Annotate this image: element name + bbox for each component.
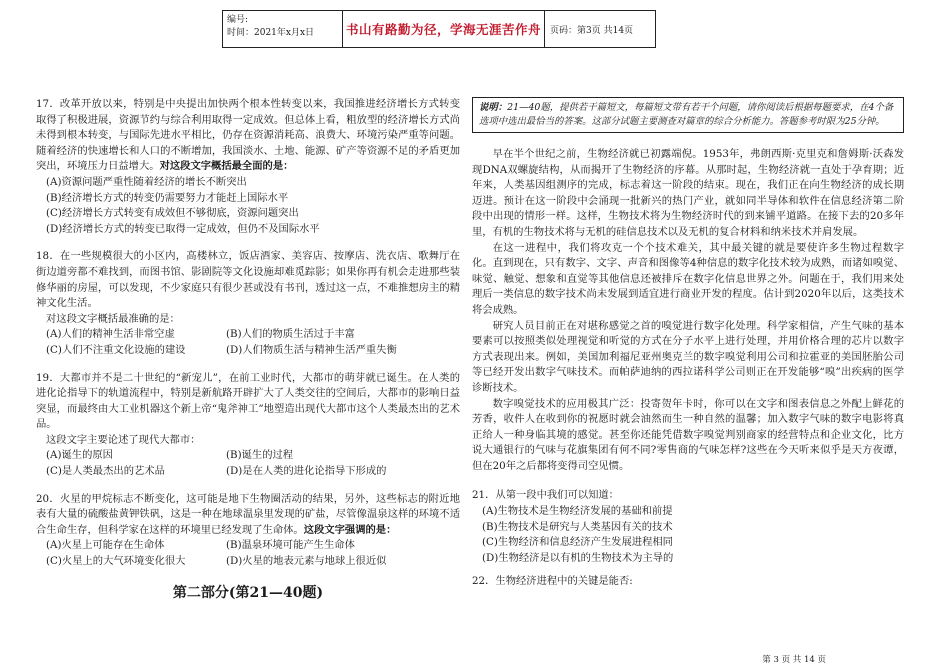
q18-option-d: (D)人们物质生活与精神生活严重失衡 [226, 343, 397, 356]
q17-option-a: (A)资源问题严重性随着经济的增长不断突出 [46, 175, 247, 188]
q19-prompt: 这段文字主要论述了现代大都市： [46, 433, 201, 446]
header-meta [223, 11, 343, 47]
page-header [222, 10, 656, 48]
q17-option-d: (D)经济增长方式的转变已取得一定成效，但仍不及国际水平 [46, 222, 320, 235]
q19-option-a: (A)诞生的原因 [46, 449, 113, 462]
q21-option-b: (B)生物技术是研究与人类基因有关的技术 [482, 520, 673, 533]
left-column [36, 97, 460, 601]
q19-options-row1 [36, 448, 460, 464]
q18-prompt: 对这段文字概括最准确的是： [46, 312, 180, 325]
q18-option-c: (C)人们不注重文化设施的建设 [46, 343, 186, 356]
header-time-label: 时间：2021年x月x日 [227, 28, 315, 38]
q20-option-b: (B)温泉环境可能产生生命体 [226, 539, 355, 552]
right-column [472, 97, 904, 590]
header-motto: 书山有路勤为径，学海无涯苦作舟 [343, 11, 545, 47]
q17-stem [36, 97, 460, 175]
page-footer: 第 3 页 共 14 页 [762, 655, 826, 665]
q19-option-c: (C)是人类最杰出的艺术品 [46, 465, 165, 478]
passage-paragraph-4: 数字嗅觉技术的应用极其广泛：投寄贺年卡时，你可以在文字和图表信息之外配上鲜花的芳香，收件人在收到你的祝愿时就会油然而生一种自然的温馨；加入数字气味的数字电影将真正给人一种身临其境的感觉。甚至你还能凭借数字嗅觉判别商家的经营特点和企业文化，比方说大通银行的气味与花旗集团有何不同?零售商的气味怎样?这些在今天听来似乎是天方夜谭，但在20年之后都将变得司空见惯。 [472, 397, 904, 472]
instructions-text: 21—40题，提供若干篇短文，每篇短文带有若干个问题，请你阅读后根据每题要求，在4个备选项中选出最恰当的答案。这部分试题主要测查对篇章的综合分析能力。答题参考时限为25分钟。 [479, 102, 894, 127]
q21-text: 21．从第一段中我们可以知道： [472, 489, 619, 502]
q17-prompt: 对这段文字概括最全面的是： [159, 160, 294, 173]
q21-option-c: (C)生物经济和信息经济产生发展进程相同 [482, 536, 673, 549]
q20-options-row1 [36, 538, 460, 554]
q18-option-b: (B)人们的物质生活过于丰富 [226, 328, 355, 341]
passage-paragraph-3: 研究人员目前正在对堪称感觉之首的嗅觉进行数字化处理。科学家相信，产生气味的基本要素可以按照类似处理视觉和听觉的方式在分子水平上进行处理，并用价格合理的芯片以数字方式表现出来。例如，美国加利福尼亚州奥克兰的数字嗅觉利用公司和拉霍亚的美国胚胎公司等已经开发出数字气味技术。而帕萨迪纳的西拉诺科学公司则正在开发能够“嗅”出疾病的医学诊断技术。 [472, 319, 904, 394]
q22-text: 22．生物经济进程中的关键是能否: [472, 575, 633, 588]
q17-text: 17．改革开放以来，特别是中央提出加快两个根本性转变以来，我国推进经济增长方式转变取得了积极进展，资源节约与综合利用取得一定成效。但总体上看，粗放型的经济增长方式尚未得到根本转变，与国际先进水平相比，仍存在资源消耗高、浪费大、环境污染严重等问题。随着经济的快速增长和人口的不断增加，我国淡水、土地、能源、矿产等资源不足的矛盾更加突出，环境压力日益增大。 [36, 98, 460, 173]
q19-options-row2 [36, 464, 460, 480]
q20-options-row2 [36, 554, 460, 570]
q18-options-row2 [36, 343, 460, 359]
q19-option-d: (D)是在人类的进化论指导下形成的 [226, 465, 387, 478]
header-page-label: 页码：第3页 共14页 [550, 25, 634, 36]
q19-text: 19．大都市并不是二十世纪的“新宠儿”，在前工业时代，大都市的萌芽就已诞生。在人类的进化论指导下的轨道流程中，特别是新航路开辟扩大了人类交往的空间后，大都市的影响日益突显，而最终由大工业机器这个新上帝“鬼斧神工”地塑造出现代大都市这个人类最杰出的艺术品。 [36, 371, 460, 431]
q20-prompt: 这段文字强调的是： [303, 523, 397, 536]
q20-option-d: (D)火星的地表元素与地球上很近似 [226, 555, 387, 568]
instructions-label: 说明： [479, 102, 508, 113]
header-number-label: 编号: [227, 15, 249, 25]
q21-option-a: (A)生物技术是生物经济发展的基础和前提 [482, 505, 673, 518]
q21-option-d: (D)生物经济是以有机的生物技术为主导的 [482, 551, 674, 564]
part-two-title: 第二部分(第21—40题) [172, 584, 324, 601]
q17-option-c: (C)经济增长方式转变有成效但不够彻底，资源问题突出 [46, 207, 299, 220]
q17-option-b: (B)经济增长方式的转变仍需要努力才能赶上国际水平 [46, 191, 289, 204]
q18-text: 18．在一些规模很大的小区内，高楼林立，饭店酒家、美容店、按摩店、洗衣店、歌舞厅在街边道旁都不难找到，而图书馆、影剧院等文化设施却难觅踪影；如果你再有机会走进那些装修华丽的房屋，可以发现，不少家庭只有很少甚或没有书刊，透过这一点，不难推想房主的精神文化生活。 [36, 250, 460, 310]
q18-option-a: (A)人们的精神生活非常空虚 [46, 328, 175, 341]
passage-paragraph-2: 在这一进程中，我们将攻克一个个技术难关，其中最关键的就是要使许多生物过程数字化。直到现在，只有数字、文字、声音和图像等4种信息的数字化技术较为成熟，而诸如嗅觉、味觉、触觉、想象和直觉等其他信息还被排斥在数字化信息世界之外。问题在于，我们用来处理后一类信息的数字技术尚未发展到适宜进行商业开发的程度。估计到2020年以后，这类技术将会成熟。 [472, 241, 904, 316]
q18-options-row1 [36, 327, 460, 343]
q20-option-c: (C)火星上的大气环境变化很大 [46, 555, 186, 568]
instructions-box [472, 97, 904, 133]
q19-option-b: (B)诞生的过程 [226, 449, 294, 462]
q20-stem [36, 492, 460, 539]
q20-option-a: (A)火星上可能存在生命体 [46, 539, 165, 552]
passage-paragraph-1: 早在半个世纪之前，生物经济就已初露端倪。1953年，弗朗西斯·克里克和詹姆斯·沃森发现DNA双螺旋结构，从而揭开了生物经济的序幕。从那时起，生物经济就一直处于孕育期；近年来，人类基因组测序的完成，标志着这一阶段的结束。现在，我们正在向生物经济的成长期迈进。预计在这一阶段中会涌现一批新兴的热门产业，就如同半导体和软件在信息经济第二阶段中出现的情形一样。这样，生物技术将为生物经济时代的到来铺平道路。在接下去的20多年里，有机的生物技术将与无机的硅信息技术以及无机的复合材料和纳米技术并肩发展。 [472, 148, 904, 238]
q20-text: 20．火星的甲烷标志不断变化，这可能是地下生物圈活动的结果，另外，这些标志的附近地表有大量的硫酸盐黄钾铁矾，这是一种在地球温泉里发现的矿盐，尽管像温泉这样的环境不适合生命生存，但科学家在这样的环境里已经发现了生命体。 [36, 492, 460, 536]
